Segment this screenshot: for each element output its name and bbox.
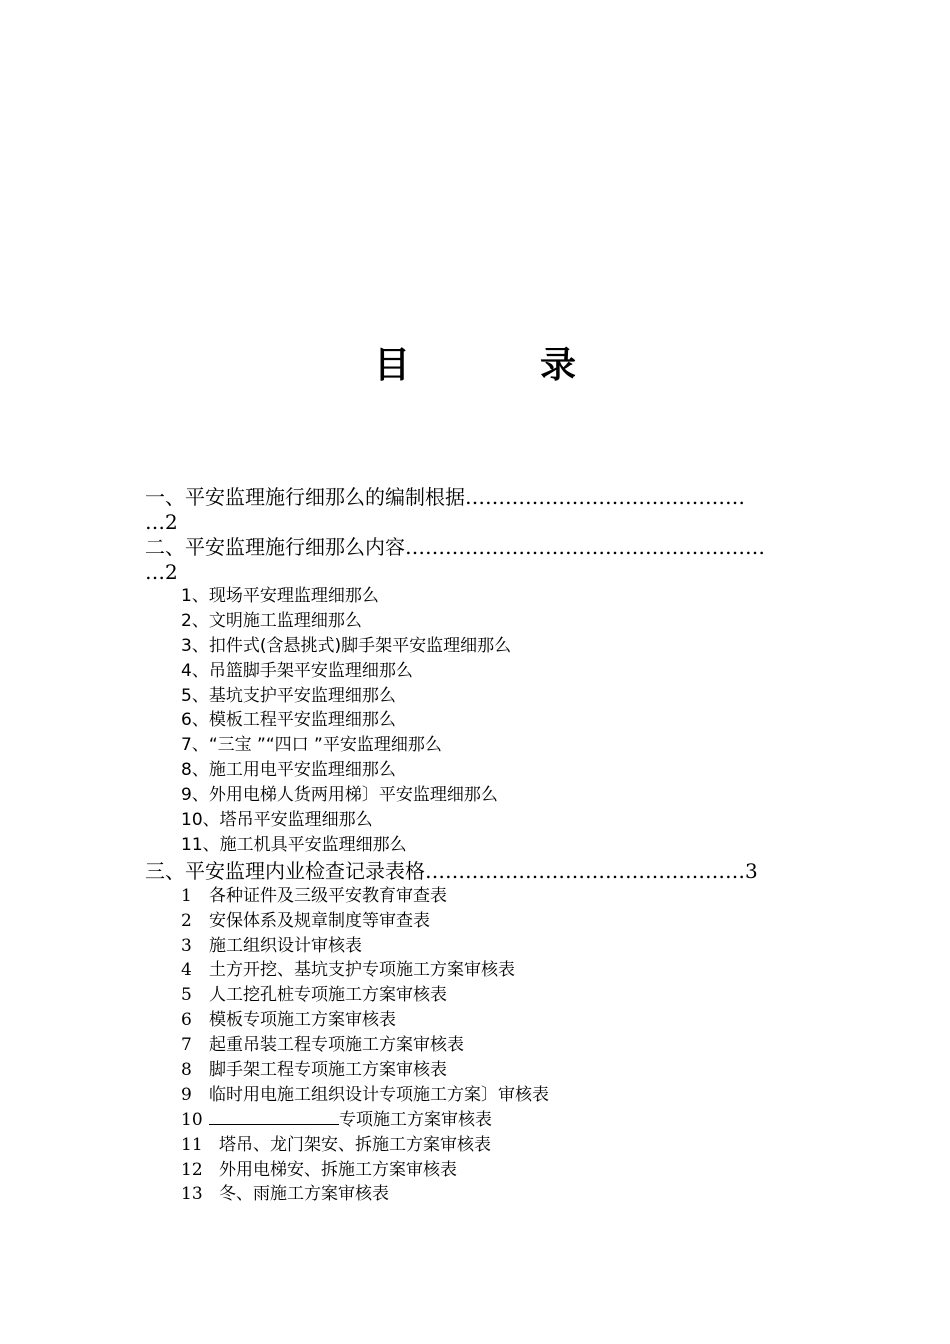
toc-section-2-label: 二、平安监理施行细那么内容: [145, 535, 405, 559]
toc-form-title: 施工组织设计审核表: [209, 935, 362, 956]
toc-form-title: 专项施工方案审核表: [339, 1109, 492, 1130]
toc-form-number: 12: [181, 1159, 203, 1180]
toc-section-2-leader: ………………………………………………: [405, 535, 765, 559]
toc-form-number: 13: [181, 1184, 203, 1205]
toc-section-2-page: …2: [145, 560, 178, 584]
toc-item[interactable]: 2、文明施工监理细那么: [181, 610, 362, 631]
toc-form-item[interactable]: [145, 884, 805, 909]
toc-form-item[interactable]: [145, 1083, 805, 1108]
toc-form-item[interactable]: [145, 983, 805, 1008]
toc-item[interactable]: 4、吊篮脚手架平安监理细那么: [181, 660, 413, 681]
toc-section-1[interactable]: [145, 484, 805, 510]
toc-form-number: 7: [181, 1035, 192, 1056]
toc-form-title: 临时用电施工组织设计专项施工方案〕审核表: [209, 1084, 549, 1105]
toc-section-1-label: 一、平安监理施行细那么的编制根据: [145, 485, 465, 509]
toc-form-number: 1: [181, 885, 192, 906]
toc-form-title: 安保体系及规章制度等审查表: [209, 910, 430, 931]
toc-form-number: 4: [181, 960, 192, 981]
toc-form-number: 6: [181, 1010, 192, 1031]
toc-item[interactable]: 10、塔吊平安监理细那么: [181, 810, 373, 831]
toc-form-item[interactable]: [145, 958, 805, 983]
toc-item[interactable]: 6、模板工程平安监理细那么: [181, 710, 396, 731]
toc-form-title: 土方开挖、基坑支护专项施工方案审核表: [209, 960, 515, 981]
toc-form-item[interactable]: [145, 1008, 805, 1033]
toc-section-3[interactable]: [145, 858, 805, 884]
toc-item[interactable]: 7、“三宝 ”“四口 ”平安监理细那么: [181, 735, 442, 756]
toc-item[interactable]: 9、外用电梯人货两用梯〕平安监理细那么: [181, 785, 498, 806]
toc-item[interactable]: 8、施工用电平安监理细那么: [181, 760, 396, 781]
toc-form-item[interactable]: [145, 1058, 805, 1083]
toc-section-1-page: …2: [145, 510, 178, 534]
toc-section-3-leader: …………………………………………: [425, 858, 745, 883]
toc-item[interactable]: 1、现场平安理监理细那么: [181, 586, 379, 606]
toc-form-number: 8: [181, 1060, 192, 1081]
toc-item[interactable]: 5、基坑支护平安监理细那么: [181, 685, 396, 706]
fill-in-blank-line: [209, 1109, 339, 1125]
toc-form-item[interactable]: [145, 1033, 805, 1058]
toc-form-item[interactable]: [145, 1182, 805, 1207]
toc-form-title: 外用电梯安、拆施工方案审核表: [219, 1159, 457, 1180]
toc-form-number: 10: [181, 1109, 203, 1130]
toc-form-item[interactable]: [145, 1133, 805, 1158]
toc-form-number: 9: [181, 1084, 192, 1105]
toc-form-number: 3: [181, 935, 192, 956]
toc-form-title: 人工挖孔桩专项施工方案审核表: [209, 985, 447, 1006]
toc-form-item[interactable]: [145, 909, 805, 934]
toc-form-title: 脚手架工程专项施工方案审核表: [209, 1060, 447, 1081]
page-title: [0, 342, 950, 390]
toc-form-title: 冬、雨施工方案审核表: [219, 1184, 389, 1205]
toc-form-number: 11: [181, 1134, 203, 1155]
table-of-contents: [145, 484, 805, 1207]
toc-form-item[interactable]: [145, 1158, 805, 1183]
title-char-right: 录: [540, 345, 577, 386]
toc-section-3-page: 3: [745, 858, 758, 883]
toc-item[interactable]: 3、扣件式(含悬挑式)脚手架平安监理细那么: [181, 635, 512, 656]
toc-form-number: 5: [181, 985, 192, 1006]
toc-form-title: 塔吊、龙门架安、拆施工方案审核表: [219, 1134, 491, 1155]
toc-form-title: 起重吊装工程专项施工方案审核表: [209, 1035, 464, 1056]
toc-item[interactable]: 11、施工机具平安监理细那么: [181, 834, 407, 855]
toc-section-2[interactable]: [145, 534, 805, 560]
toc-form-number: 2: [181, 910, 192, 931]
toc-form-title: 各种证件及三级平安教育审查表: [209, 885, 447, 906]
toc-section-1-leader: ……………………………………: [465, 485, 745, 509]
title-char-left: 目: [373, 345, 410, 386]
toc-form-item[interactable]: [145, 934, 805, 959]
toc-form-title: 模板专项施工方案审核表: [209, 1010, 396, 1031]
toc-form-item[interactable]: [145, 1108, 805, 1133]
toc-section-3-label: 三、平安监理内业检查记录表格: [145, 858, 425, 883]
